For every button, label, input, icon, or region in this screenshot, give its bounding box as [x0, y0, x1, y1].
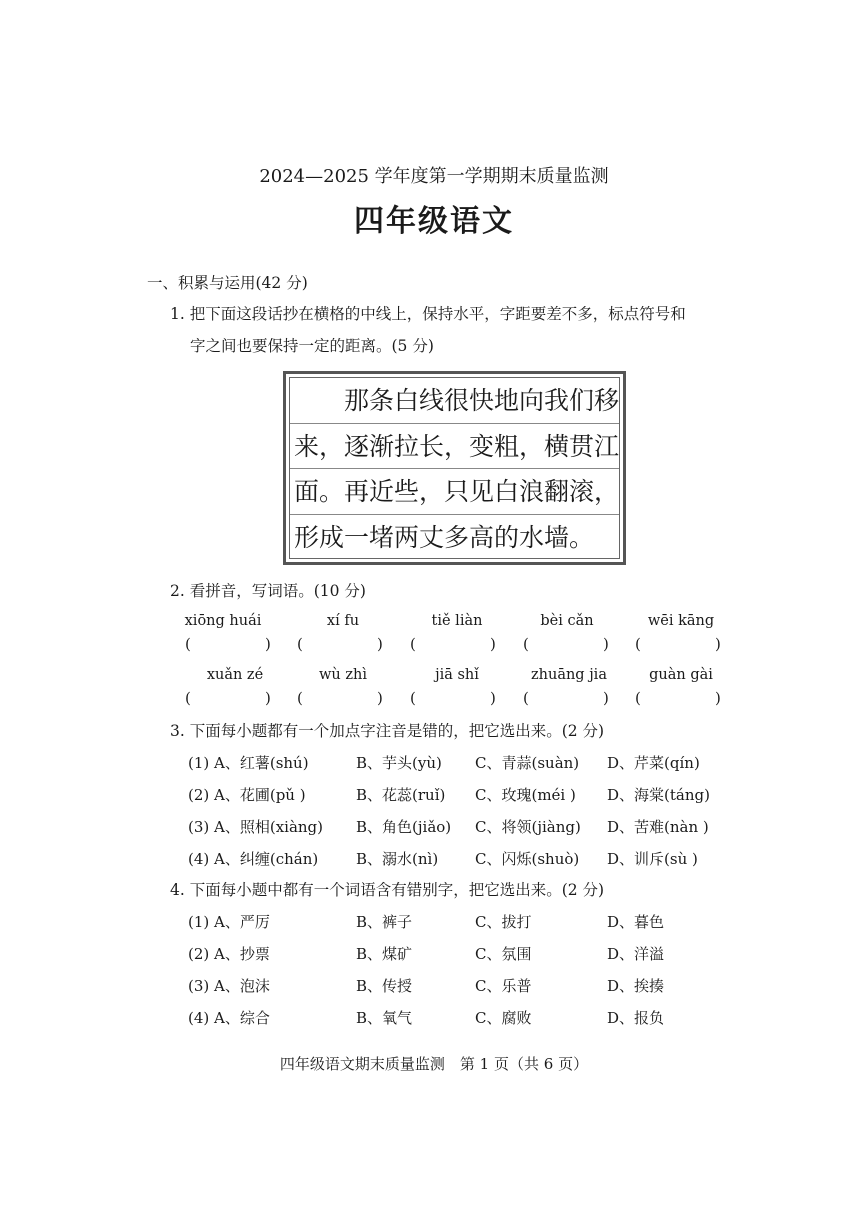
option[interactable]: D、挨揍	[607, 977, 665, 995]
page-footer: 四年级语文期末质量监测 第 1 页（共 6 页）	[279, 1055, 589, 1073]
passage-line: 那条白线很快地向我们移	[290, 378, 619, 424]
option[interactable]: C、将领(jiàng)	[475, 818, 581, 836]
q4-item	[188, 943, 748, 967]
pinyin: wù zhì	[319, 667, 367, 683]
option[interactable]: C、乐普	[475, 977, 532, 995]
option[interactable]: D、洋溢	[607, 945, 665, 963]
option[interactable]: B、裤子	[356, 913, 413, 931]
exam-title: 2024—2025 学年度第一学期期末质量监测	[259, 166, 609, 187]
q1-instruction-line2: 字之间也要保持一定的距离。(5 分)	[190, 337, 434, 355]
option[interactable]: B、角色(jiǎo)	[356, 818, 452, 836]
option[interactable]: D、训斥(sù )	[607, 850, 698, 868]
option[interactable]: D、暮色	[607, 913, 665, 931]
option[interactable]: C、拔打	[475, 913, 532, 931]
pinyin: zhuāng jia	[531, 667, 607, 683]
q3-item	[188, 784, 748, 808]
passage-line: 面。再近些，只见白浪翻滚，	[290, 469, 619, 515]
option[interactable]: B、煤矿	[356, 945, 413, 963]
option[interactable]: (3) A、照相(xiàng)	[188, 818, 324, 836]
pinyin: xiōng huái	[184, 613, 262, 629]
q3-instruction: 3. 下面每小题都有一个加点字注音是错的，把它选出来。(2 分)	[170, 722, 605, 740]
pinyin: tiě liàn	[431, 613, 483, 629]
passage-line: 来，逐渐拉长，变粗，横贯江	[290, 424, 619, 470]
copy-passage-box	[283, 371, 626, 565]
subject-title: 四年级语文	[354, 204, 514, 239]
option[interactable]: (2) A、花圃(pǔ )	[188, 786, 306, 804]
option[interactable]: C、闪烁(shuò)	[475, 850, 580, 868]
option[interactable]: C、玫瑰(méi )	[475, 786, 576, 804]
q4-item	[188, 1007, 748, 1031]
pinyin: wēi kāng	[647, 613, 715, 629]
option[interactable]: (4) A、纠缠(chán)	[188, 850, 319, 868]
section-title: 一、积累与运用(42 分)	[147, 274, 308, 292]
option[interactable]: C、腐败	[475, 1009, 532, 1027]
copy-passage-lines	[289, 377, 620, 559]
option[interactable]: C、氛围	[475, 945, 532, 963]
option[interactable]: (1) A、严厉	[188, 913, 270, 931]
option[interactable]: (2) A、抄票	[188, 945, 270, 963]
option[interactable]: D、苦难(nàn )	[607, 818, 709, 836]
pinyin: xuǎn zé	[206, 667, 264, 683]
option[interactable]: B、花蕊(ruǐ)	[356, 786, 446, 804]
q2-instruction: 2. 看拼音，写词语。(10 分)	[170, 582, 366, 600]
q4-instruction: 4. 下面每小题中都有一个词语含有错别字，把它选出来。(2 分)	[170, 881, 605, 899]
q3-item	[188, 816, 748, 840]
q4-item	[188, 975, 748, 999]
option[interactable]: D、海棠(táng)	[607, 786, 710, 804]
q3-item	[188, 752, 748, 776]
exam-page: 2024—2025 学年度第一学期期末质量监测 四年级语文 一、积累与运用(42 分) 1. 把下面这段话抄在横格的中线上，保持水平，字距要差不多，标点符号和 字之间也要保持一定的距离。(5 分) 那条白线很快地向我们移 来，逐渐拉长，变粗，横贯江 面。再近些，只见白浪翻滚， 形成一堵两丈多高的水墙。 2. 看拼音，写词语。(10 分) xiōng huái xí fu tiě liàn bèi cǎn wēi kāng ( ) ( ) ( ) ( ) ( ) xuǎn zé wù zhì jiā shǐ zhuāng jia guàn gài ( ) ( ) ( ) ( ) ( ) 3. 下面每小题都有一个加点字注音是错的，把它选出来。(2 分) (1) A、红薯(shú) B、芋头(yù) C、青蒜(suàn) D、芹菜(qín) (2) A、花圃(pǔ ) B、花蕊(ruǐ) C、玫瑰(méi ) D、海棠(táng) (3) A、照相(xiàng) B、角色(jiǎo) C、将领(jiàng) D、苦难(nàn ) (4) A、纠缠(chán) B、溺水(nì) C、闪烁(shuò) D、训斥(sù ) 4. 下面每小题中都有一个词语含有错别字，把它选出来。(2 分) (1) A、严厉 B、裤子 C、拔打 D、暮色 (2) A、抄票 B、煤矿 C、氛围 D、洋溢 (3) A、泡沫 B、传授 C、乐普 D、挨揍 (4) A、综合 B、氧气 C、腐败 D、报负 四年级语文期末质量监测 第 1 页（共 6 页）	[0, 0, 868, 1228]
pinyin: bèi cǎn	[540, 613, 594, 629]
q1-instruction-line1: 1. 把下面这段话抄在横格的中线上，保持水平，字距要差不多，标点符号和	[170, 305, 686, 323]
option[interactable]: D、报负	[607, 1009, 665, 1027]
option[interactable]: B、溺水(nì)	[356, 850, 439, 868]
passage-line: 形成一堵两丈多高的水墙。	[294, 522, 595, 552]
option[interactable]: (4) A、综合	[188, 1009, 270, 1027]
option[interactable]: B、传授	[356, 977, 413, 995]
option[interactable]: B、芋头(yù)	[356, 754, 442, 772]
q3-item	[188, 848, 748, 872]
option[interactable]: B、氧气	[356, 1009, 413, 1027]
pinyin: xí fu	[326, 613, 360, 629]
option[interactable]: C、青蒜(suàn)	[475, 754, 580, 772]
pinyin: guàn gài	[649, 667, 713, 683]
option[interactable]: (3) A、泡沫	[188, 977, 270, 995]
q4-item	[188, 911, 748, 935]
option[interactable]: (1) A、红薯(shú)	[188, 754, 309, 772]
option[interactable]: D、芹菜(qín)	[607, 754, 700, 772]
pinyin: jiā shǐ	[435, 667, 479, 683]
